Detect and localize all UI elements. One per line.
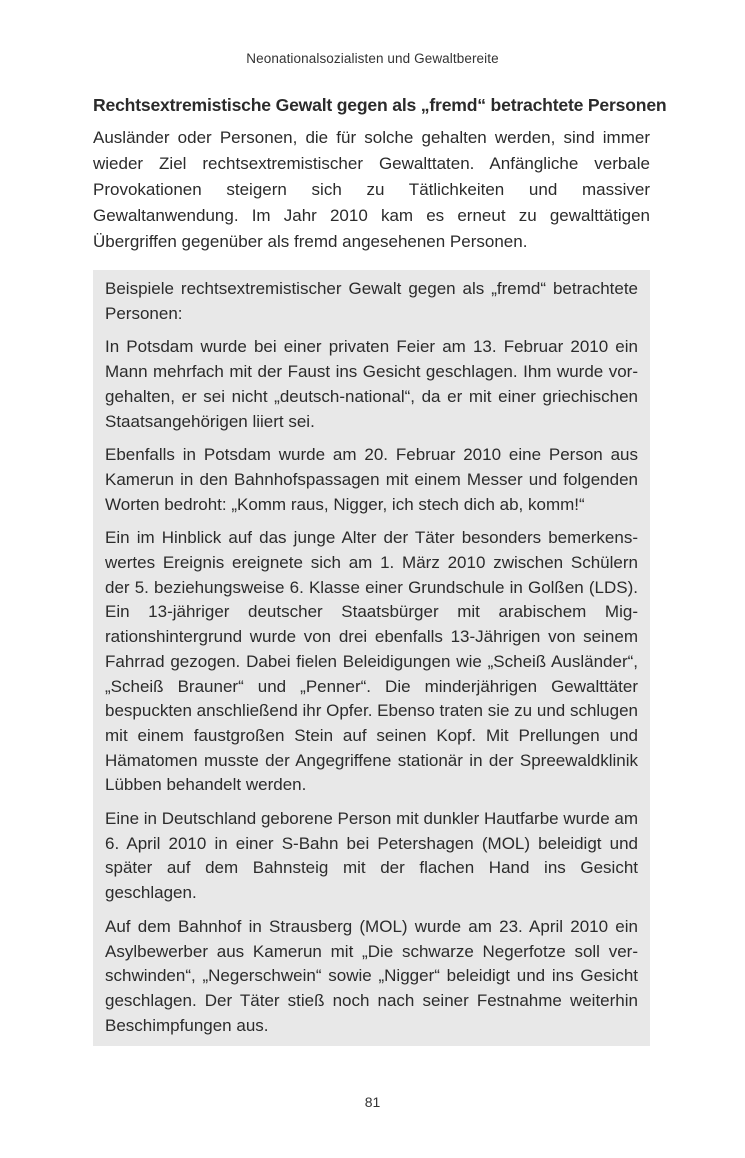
examples-intro: Beispiele rechtsextremistischer Gewalt gegen als „fremd“ betrachtete Personen:: [105, 279, 638, 323]
intro-paragraph: Ausländer oder Personen, die für solche gehalten werden, sind immer wieder Ziel rechtsextremistischer Gewalttaten. Anfängliche verbale Provokationen steigern sich zu Tätlichkeiten und massiver Gewaltanwendung. Im Jahr 2010 kam es erneut zu gewalttätigen Übergriffen gegenüber als fremd angesehenen Personen.: [93, 128, 650, 251]
example-paragraph: In Potsdam wurde bei einer privaten Feier am 13. Februar 2010 ein Mann mehrfach mit der Faust ins Gesicht geschlagen. Ihm wurde vorgehalten, er sei nicht „deutsch-national“, da er mit einer griechischen Staatsangehörigen liiert sei.: [105, 337, 638, 431]
example-paragraph: Eine in Deutschland geborene Person mit dunkler Hautfarbe wurde am 6. April 2010 in einer S-Bahn bei Petershagen (MOL) beleidigt und später auf dem Bahnsteig mit der flachen Hand ins Gesicht geschlagen.: [105, 809, 638, 903]
example-paragraph: Ebenfalls in Potsdam wurde am 20. Februar 2010 eine Person aus Kamerun in den Bahnhofspassagen mit einem Messer und folgenden Worten bedroht: „Komm raus, Nigger, ich stech dich ab, komm!“: [105, 445, 638, 514]
running-header: Neonationalsozialisten und Gewaltbereite: [246, 51, 499, 66]
page-content: [93, 93, 667, 1046]
example-paragraph: Auf dem Bahnhof in Strausberg (MOL) wurde am 23. April 2010 ein Asylbewerber aus Kamerun mit „Die schwarze Negerfotze soll verschwinden“, „Negerschwein“ sowie „Nigger“ beleidigt und ins Gesicht geschlagen. Der Täter stieß noch nach seiner Festnahme weiterhin Beschimpfungen aus.: [105, 916, 638, 1035]
example-paragraph: Ein im Hinblick auf das junge Alter der Täter besonders bemerkenswertes Ereignis ereignete sich am 1. März 2010 zwischen Schülern der 5. beziehungsweise 6. Klasse einer Grundschule in Golßen (LDS). Ein 13-jähriger deutscher Staatsbürger mit arabischem Migrationshintergrund wurde von drei ebenfalls 13-Jährigen von seinem Fahrrad gezogen. Dabei fielen Beleidigungen wie „Scheiß Ausländer“, „Scheiß Brauner“ und „Penner“. Die minderjährigen Gewalttäter bespuckten anschließend ihr Opfer. Ebenso traten sie zu und schlugen mit einem faustgroßen Stein auf seinen Kopf. Mit Prellungen und Hämatomen musste der Angegriffene stationär in der Spreewaldklinik Lübben behandelt werden.: [105, 528, 639, 795]
page-number: 81: [364, 1094, 381, 1110]
section-heading: Rechtsextremistische Gewalt gegen als „fremd“ betrachtete Personen: [93, 95, 667, 115]
examples-box: [93, 270, 650, 1046]
